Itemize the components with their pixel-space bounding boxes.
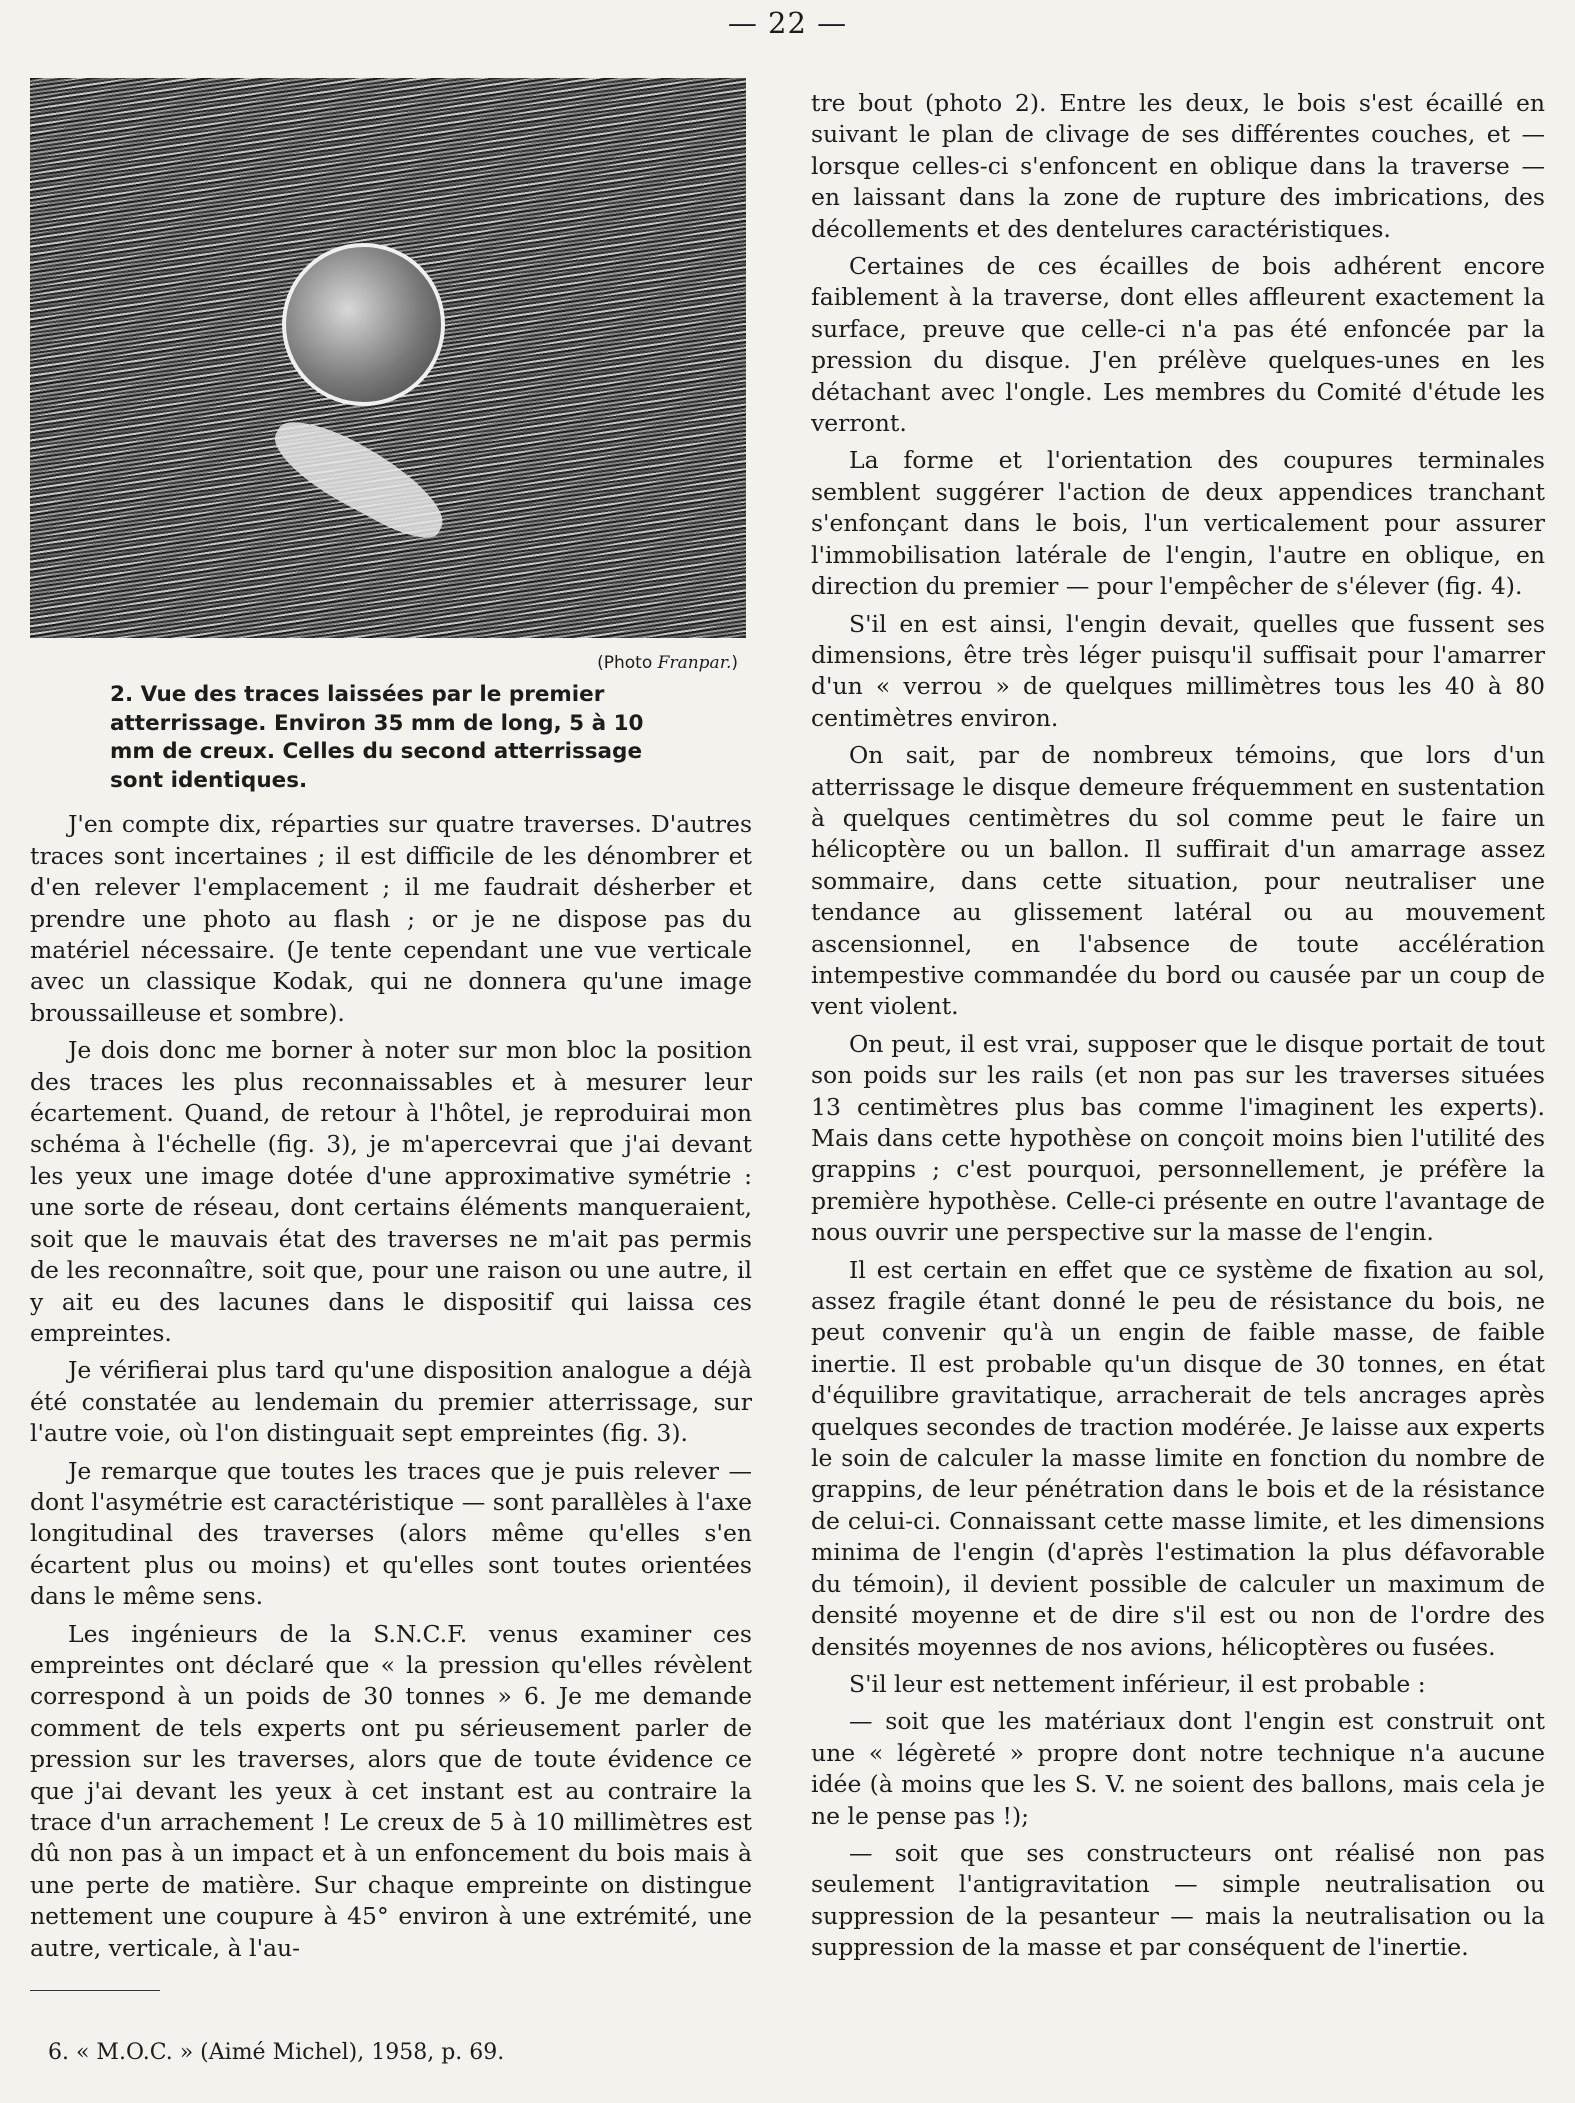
footnote: 6. « M.O.C. » (Aimé Michel), 1958, p. 69. <box>48 2040 505 2065</box>
paragraph: La forme et l'orientation des coupures terminales semblent suggérer l'action de deux appendices tranchant s'enfonçant dans le bois, l'un verticalement pour assurer l'immobilisation latérale de l'engin, l'autre en oblique, en direction du premier — pour l'empêcher de s'élever (fig. 4). <box>811 446 1545 601</box>
photo-rail-traces <box>30 78 746 638</box>
paragraph: Je remarque que toutes les traces que je puis relever — dont l'asymétrie est caractéristique — sont parallèles à l'axe longitudinal des traverses (alors même qu'elles s'en écartent plus ou moins) et qu'elles sont toutes orientées dans le même sens. <box>30 1456 752 1611</box>
footnote-rule <box>30 1990 160 1991</box>
paragraph: Les ingénieurs de la S.N.C.F. venus examiner ces empreintes ont déclaré que « la pression qu'elles révèlent correspond à un poids de 30 tonnes » 6. Je me demande comment de tels experts ont pu sérieusement parler de pression sur les traverses, alors que de toute évidence ce que j'ai devant les yeux à cet instant est au contraire la trace d'un arrachement ! Le creux de 5 à 10 millimètres est dû non pas à un impact et à un enfoncement du bois mais à une perte de matière. Sur chaque empreinte on distingue nettement une coupure à 45° environ à une extrémité, une autre, verticale, à l'au- <box>30 1619 752 1962</box>
left-column <box>30 78 752 1970</box>
paragraph: — soit que ses constructeurs ont réalisé non pas seulement l'antigravitation — simple neutralisation ou suppression de la pesanteur — mais la neutralisation ou la suppression de la masse et par conséquent de l'inertie. <box>811 1838 1545 1962</box>
paragraph: Certaines de ces écailles de bois adhérent encore faiblement à la traverse, dont elles affleurent exactement la surface, preuve que celle-ci n'a pas été enfoncée par la pression du disque. J'en prélève quelques-unes en les détachant avec l'ongle. Les membres du Comité d'étude les verront. <box>811 252 1545 438</box>
paragraph: Je dois donc me borner à noter sur mon bloc la position des traces les plus reconnaissables et à mesurer leur écartement. Quand, de retour à l'hôtel, je reproduirai mon schéma à l'échelle (fig. 3), je m'apercevrai que j'ai devant les yeux une image dotée d'une approximative symétrie : une sorte de réseau, dont certains éléments manqueraient, soit que le mauvais état des traverses ne m'ait pas permis de les reconnaître, soit que, pour une raison ou une autre, il y ait eu des lacunes dans le dispositif qui laissa ces empreintes. <box>30 1036 752 1347</box>
trace-mark-in-photo <box>262 407 458 549</box>
coin-in-photo <box>282 243 445 406</box>
paragraph: tre bout (photo 2). Entre les deux, le bois s'est écaillé en suivant le plan de clivage de ses différentes couches, et — lorsque celles-ci s'enfoncent en oblique dans la traverse — en laissant dans la zone de rupture des imbrications, des décollements et des dentelures caractéristiques. <box>811 89 1545 243</box>
paragraph: On sait, par de nombreux témoins, que lors d'un atterrissage le disque demeure fréquemment en sustentation à quelques centimètres du sol comme peut le faire un hélicoptère ou un ballon. Il suffirait d'un amarrage assez sommaire, dans cette situation, pour neutraliser une tendance au glissement latéral ou au mouvement ascensionnel, en l'absence de toute accélération intempestive commandée du bord ou causée par un coup de vent violent. <box>811 741 1545 1021</box>
page-number: — 22 — <box>727 6 848 40</box>
photo-credit: (Photo Franpar.) <box>597 653 738 673</box>
paragraph: Je vérifierai plus tard qu'une disposition analogue a déjà été constatée au lendemain du premier atterrissage, sur l'autre voie, où l'on distinguait sept empreintes (fig. 3). <box>30 1356 752 1448</box>
paragraph: Il est certain en effet que ce système de fixation au sol, assez fragile étant donné le peu de résistance du bois, ne peut convenir qu'à un engin de faible masse, de faible inertie. Il est probable qu'un disque de 30 tonnes, en état d'équilibre gravitatique, arracherait de tels ancrages après quelques secondes de traction modérée. Je laisse aux experts le soin de calculer la masse limite en fonction du nombre de grappins, de leur pénétration dans le bois et de la résistance de celui-ci. Connaissant cette masse limite, et les dimensions minima de l'engin (d'après l'estimation la plus défavorable du témoin), il devient possible de calculer un maximum de densité moyenne et de dire s'il est ou non de l'ordre des densités moyennes de nos avions, hélicoptères ou fusées. <box>811 1255 1545 1661</box>
right-column <box>811 88 1545 1970</box>
paragraph: J'en compte dix, réparties sur quatre traverses. D'autres traces sont incertaines ; il est difficile de les dénombrer et d'en relever l'emplacement ; il me faudrait désherber et prendre une photo au flash ; or je ne dispose pas du matériel nécessaire. (Je tente cependant une vue verticale avec un classique Kodak, qui ne donnera qu'une image broussailleuse et sombre). <box>30 810 752 1027</box>
paragraph: S'il en est ainsi, l'engin devait, quelles que fussent ses dimensions, être très léger puisqu'il suffisait pour l'amarrer d'un « verrou » de quelques millimètres tous les 40 à 80 centimètres environ. <box>811 609 1545 732</box>
paragraph: S'il leur est nettement inférieur, il est probable : <box>849 1669 1426 1698</box>
photo-caption: 2. Vue des traces laissées par le premier atterrissage. Environ 35 mm de long, 5 à 10 mm de creux. Celles du second atterrissage sont identiques. <box>110 682 644 793</box>
paragraph: — soit que les matériaux dont l'engin est construit ont une « légèreté » propre dont notre technique n'a aucune idée (à moins que les S. V. ne soient des ballons, mais cela je ne le pense pas !); <box>811 1707 1545 1830</box>
paragraph: On peut, il est vrai, supposer que le disque portait de tout son poids sur les rails (et non pas sur les traverses situées 13 centimètres plus bas comme l'imaginent les experts). Mais dans cette hypothèse on conçoit moins bien l'utilité des grappins ; c'est pourquoi, personnellement, je préfère la première hypothèse. Celle-ci présente en outre l'avantage de nous ouvrir une perspective sur la masse de l'engin. <box>811 1029 1545 1247</box>
